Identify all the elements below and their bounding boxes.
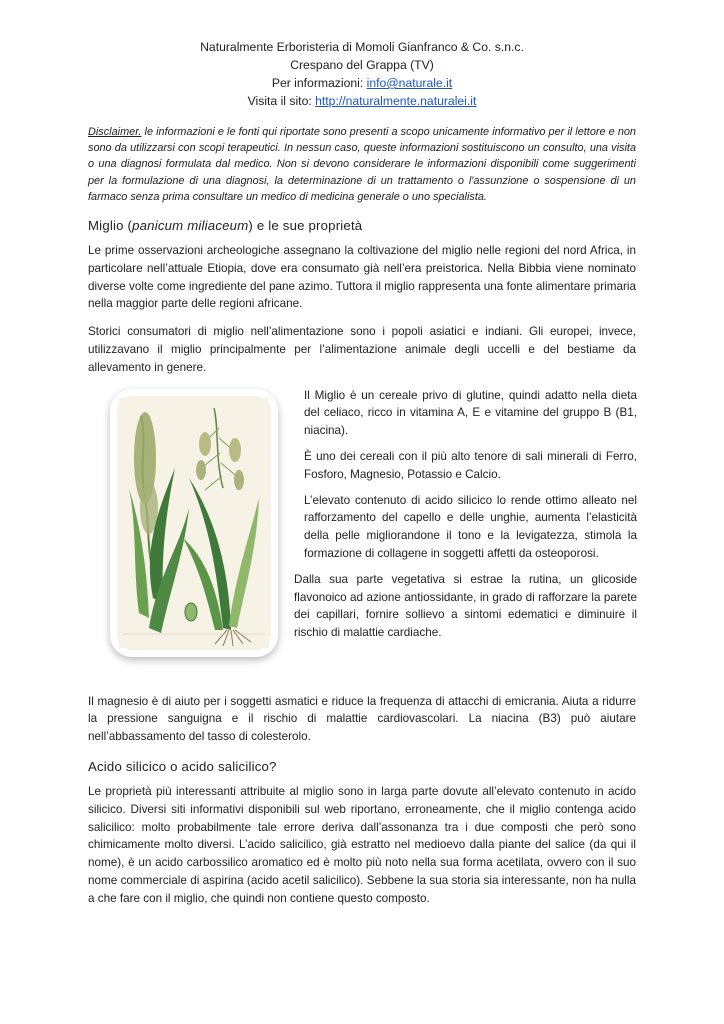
figure-side-text <box>294 387 637 650</box>
section-title-suffix: ) e le sue proprietà <box>248 218 363 234</box>
figure-with-text <box>88 387 636 683</box>
site-line <box>88 92 636 110</box>
paragraph-silicic-acid: L’elevato contenuto di acido silicico lo rende ottimo alleato nel rafforzamento del capello e delle unghie, aumenta l’elasticità della pelle migliorandone il tono e la levigatezza, stimola la formazione di collagene in soggetti affetti da osteoporosi. <box>304 493 637 560</box>
disclaimer <box>88 124 636 205</box>
site-url-link[interactable]: http://naturalmente.naturalei.it <box>315 94 477 108</box>
disclaimer-label: Disclaimer. <box>88 126 142 138</box>
paragraph-acid-comparison: Le proprietà più interessanti attribuite al miglio sono in larga parte dovute all’elevato contenuto in acido silicico. Diversi siti informativi disponibili sul web riportano, erroneamente, che il miglio contenga acido salicilico: molto probabilmente tale errore deriva dall’assonanza tra i due composti che però sono chimicamente molto diversi. L’acido salicilico, già estratto nel medioevo dalla piante del salice (da qui il nome), è un acido carbossilico aromatico ed è molto più noto nella sua forma acetilata, ovvero con il suo nome commerciale di aspirina (acido acetil salicilico). Sebbene la sua storia sia interessante, non ha nulla a che fare con il miglio, che quindi non contiene questo composto. <box>88 784 636 905</box>
site-prefix: Visita il sito: <box>247 94 316 108</box>
company-location: Crespano del Grappa (TV) <box>290 58 434 72</box>
letterhead <box>88 38 636 110</box>
info-line <box>88 74 636 92</box>
paragraph-minerals: È uno dei cereali con il più alto tenore di sali minerali di Ferro, Fosforo, Magnesio, Potassio e Calcio. <box>304 449 637 481</box>
company-name: Naturalmente Erboristeria di Momoli Gianfranco & Co. s.n.c. <box>200 40 524 54</box>
paragraph-magnesium: Il magnesio è di aiuto per i soggetti asmatici e riduce la frequenza di attacchi di emicrania. Aiuta a ridurre la pressione sanguigna e il rischio di malattie cardiovascolari. La niacina (B3) può aiutare nell’abbassamento del tasso di colesterolo. <box>88 694 636 744</box>
section-title-acid: Acido silicico o acido salicilico? <box>88 758 277 774</box>
paragraph-gluten-free: Il Miglio è un cereale privo di glutine, quindi adatto nella dieta del celiaco, ricco in vitamina A, E e vitamine del gruppo B (B1, niacina). <box>304 388 637 438</box>
section-title-miglio <box>88 218 636 233</box>
paragraph-consumers: Storici consumatori di miglio nell’alimentazione sono i popoli asiatici e indiani. Gli europei, invece, utilizzavano il miglio principalmente per l’alimentazione animale degli uccelli e del bestiame da allevamento in genere. <box>88 325 636 374</box>
millet-botanical-illustration <box>110 389 278 657</box>
document-page <box>88 38 636 918</box>
section-title-prefix: Miglio ( <box>88 218 133 234</box>
paragraph-rutin: Dalla sua parte vegetativa si estrae la rutina, un glicoside flavonoico ad azione antiossidante, in grado di rafforzare la parete dei capillari, fornire sollievo a sintomi edematici e diminuire il rischio di malattie cardiache. <box>294 572 637 640</box>
info-prefix: Per informazioni: <box>271 76 367 90</box>
millet-plant-drawing <box>119 398 269 648</box>
paragraph-origins: Le prime osservazioni archeologiche assegnano la coltivazione del miglio nelle regioni del nord Africa, in particolare nell’attuale Etiopia, dove era consumato già nell’era preistorica. Nella Bibbia viene nominato diverse volte come ingrediente del pane azimo. Tuttora il miglio rappresenta una fonte alimentare primaria nella maggior parte delle regioni africane. <box>88 244 636 311</box>
disclaimer-text: le informazioni e le fonti qui riportate sono presenti a scopo unicamente informativo per il lettore e non sono da utilizzarsi con scopi terapeutici. In nessun caso, queste informazioni sostituiscono un consulto, una visita o una diagnosi formulata dal medico. Non si devono considerare le informazioni disponibili come suggerimenti per la formulazione di una diagnosi, la determinazione di un trattamento o l'assunzione o sospensione di un farmaco senza prima consultare un medico di medicina generale o uno specialista. <box>88 126 636 203</box>
info-email-link[interactable]: info@naturale.it <box>366 76 453 90</box>
section-title-latin: panicum miliaceum <box>132 218 249 234</box>
